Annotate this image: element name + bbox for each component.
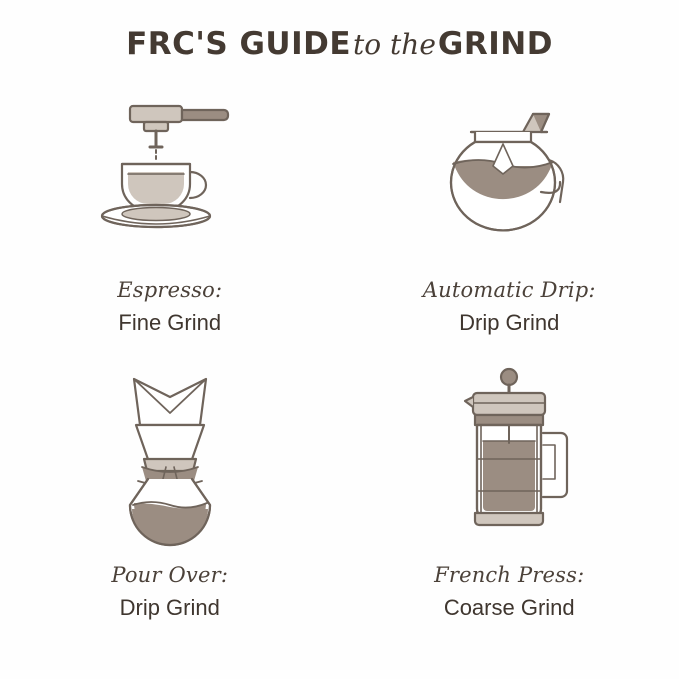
brew-method-grid bbox=[0, 88, 679, 658]
grind-type: Coarse Grind bbox=[443, 594, 575, 620]
grind-type: Fine Grind bbox=[118, 309, 222, 335]
espresso-machine-icon bbox=[70, 88, 270, 263]
method-name: Automatic Drip: bbox=[422, 278, 596, 302]
method-name: French Press: bbox=[434, 563, 585, 587]
grid-item-french-press bbox=[340, 373, 679, 658]
caption-french-press bbox=[434, 562, 584, 622]
grid-item-espresso bbox=[0, 88, 340, 373]
grid-item-pour-over bbox=[0, 373, 340, 658]
title-part-two: GRIND bbox=[437, 26, 553, 62]
caption-espresso bbox=[117, 277, 222, 337]
grid-item-automatic-drip bbox=[340, 88, 679, 373]
caption-pour-over bbox=[111, 562, 228, 622]
title-part-one: FRC'S GUIDE bbox=[126, 26, 352, 62]
title-script-word: to the bbox=[353, 28, 436, 61]
pour-over-chemex-icon bbox=[70, 373, 270, 548]
page-title bbox=[0, 26, 679, 62]
method-name: Pour Over: bbox=[111, 563, 229, 587]
caption-automatic-drip bbox=[423, 277, 596, 337]
french-press-icon bbox=[409, 373, 609, 548]
grind-type: Drip Grind bbox=[119, 594, 220, 620]
coffee-carafe-icon bbox=[409, 88, 609, 263]
method-name: Espresso: bbox=[117, 278, 223, 302]
grind-type: Drip Grind bbox=[459, 309, 560, 335]
